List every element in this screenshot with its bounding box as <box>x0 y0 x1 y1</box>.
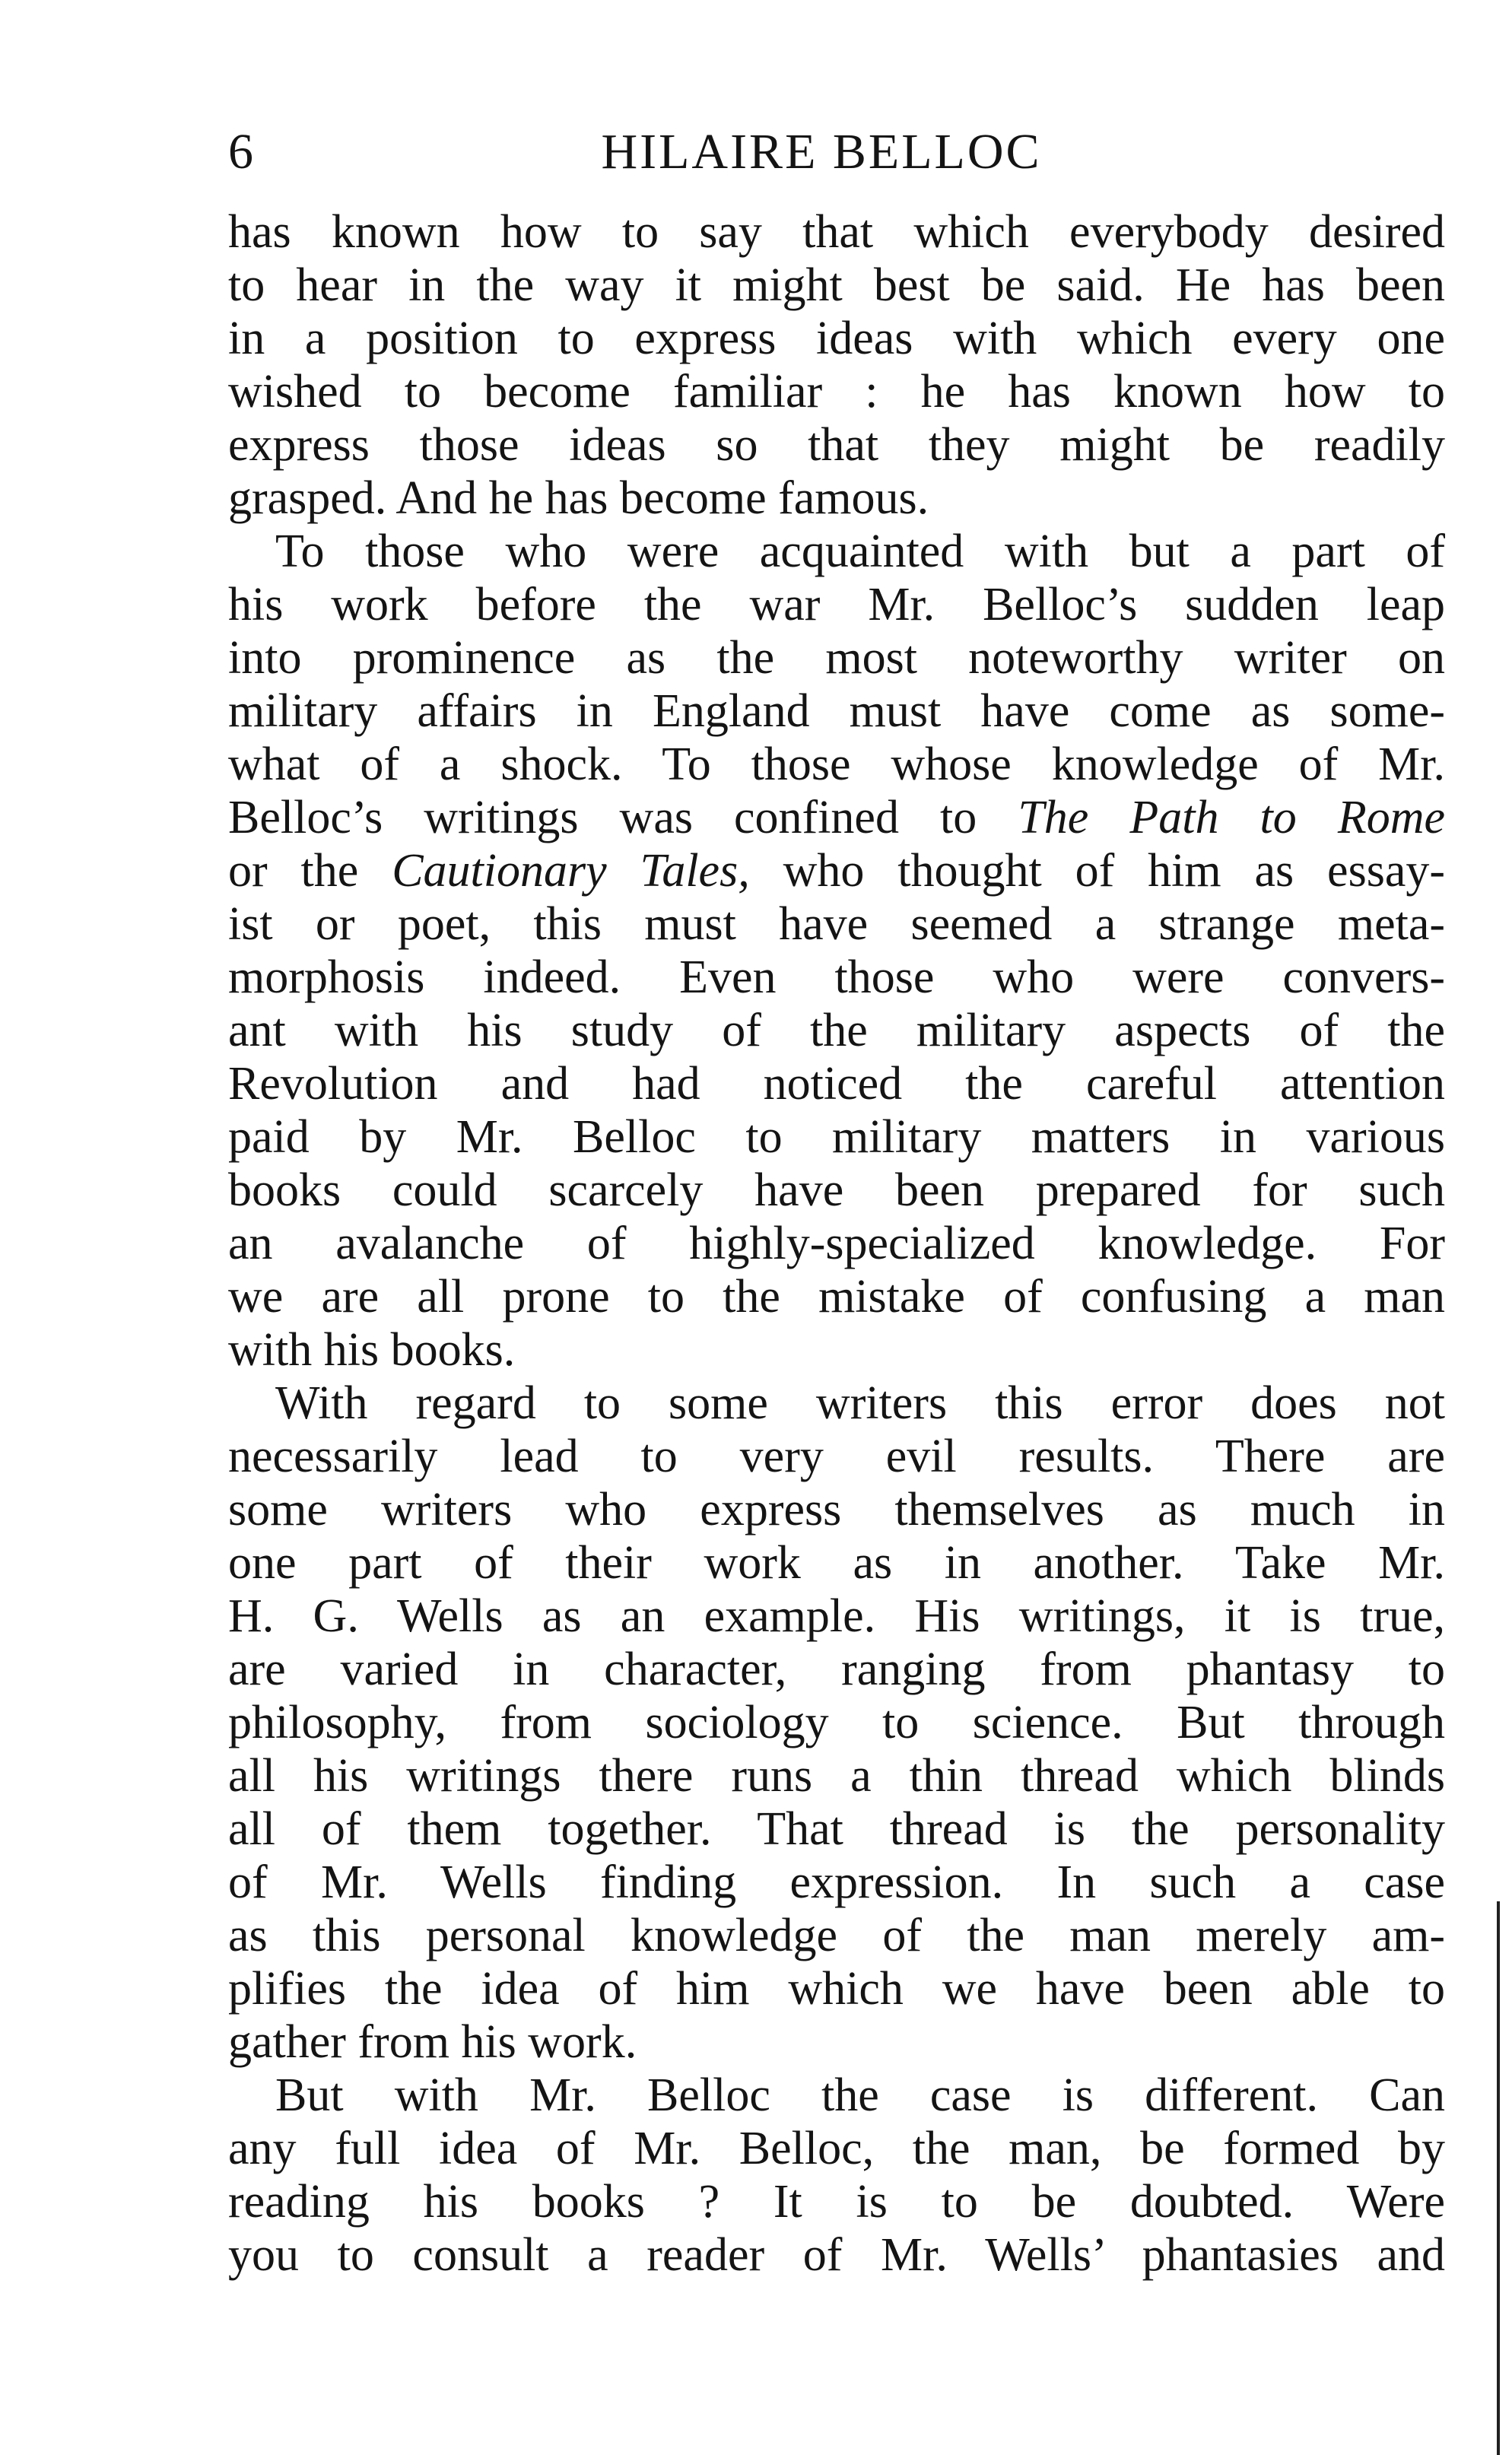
text-line: express those ideas so that they might be readily <box>228 419 1445 471</box>
text-line: an avalanche of highly-specialized knowledge. For <box>228 1218 1445 1269</box>
text-line: of Mr. Wells finding expression. In such a case <box>228 1856 1445 1908</box>
italic-title: The Path to Rome <box>1018 792 1445 843</box>
text-segment: who thought of him as essay- <box>749 845 1445 897</box>
text-line: gather from his work. <box>228 2016 637 2068</box>
text-line: But with Mr. Belloc the case is different. Can <box>275 2069 1445 2121</box>
text-line: ant with his study of the military aspects of the <box>228 1005 1445 1056</box>
text-line: With regard to some writers this error does not <box>275 1377 1445 1429</box>
text-line: any full idea of Mr. Belloc, the man, be formed by <box>228 2123 1445 2174</box>
text-line <box>228 791 1445 844</box>
text-line: H. G. Wells as an example. His writings, it is true, <box>228 1590 1445 1642</box>
text-line: ist or poet, this must have seemed a strange meta- <box>228 898 1445 950</box>
text-line: some writers who express themselves as much in <box>228 1484 1445 1536</box>
text-line: his work before the war Mr. Belloc’s sudden leap <box>228 579 1445 630</box>
text-line: military affairs in England must have come as some- <box>228 685 1445 737</box>
text-line: reading his books ? It is to be doubted. Were <box>228 2176 1445 2228</box>
text-line: with his books. <box>228 1324 516 1376</box>
text-line <box>228 844 1445 897</box>
text-line: all of them together. That thread is the personality <box>228 1803 1445 1855</box>
text-line: books could scarcely have been prepared for such <box>228 1164 1445 1216</box>
text-line: you to consult a reader of Mr. Wells’ phantasies and <box>228 2229 1445 2281</box>
text-line: to hear in the way it might best be said. He has been <box>228 259 1445 311</box>
text-line: paid by Mr. Belloc to military matters in various <box>228 1111 1445 1163</box>
text-line: To those who were acquainted with but a part of <box>275 526 1445 577</box>
text-line: morphosis indeed. Even those who were convers- <box>228 951 1445 1003</box>
text-line: philosophy, from sociology to science. But through <box>228 1697 1445 1748</box>
text-line: we are all prone to the mistake of confusing a man <box>228 1271 1445 1323</box>
text-line: necessarily lead to very evil results. There are <box>228 1431 1445 1482</box>
running-head: HILAIRE BELLOC <box>601 124 1042 179</box>
page-number: 6 <box>228 124 254 179</box>
text-segment: Belloc’s writings was confined to <box>228 792 1018 843</box>
text-line: into prominence as the most noteworthy writer on <box>228 632 1445 684</box>
margin-rule <box>1497 1901 1500 2455</box>
italic-title: Cautionary Tales, <box>392 845 750 897</box>
text-line: Revolution and had noticed the careful attention <box>228 1058 1445 1110</box>
text-line: plifies the idea of him which we have been able to <box>228 1963 1445 2015</box>
text-line: one part of their work as in another. Take Mr. <box>228 1537 1445 1589</box>
page-header <box>228 114 1430 190</box>
text-line: has known how to say that which everybody desired <box>228 206 1445 258</box>
text-line: in a position to express ideas with which every one <box>228 313 1445 364</box>
text-segment: or the <box>228 845 392 897</box>
text-line: are varied in character, ranging from phantasy to <box>228 1644 1445 1695</box>
text-line: as this personal knowledge of the man merely am- <box>228 1910 1445 1961</box>
text-line: all his writings there runs a thin thread which blinds <box>228 1750 1445 1802</box>
body-text <box>228 205 1445 2282</box>
text-line: what of a shock. To those whose knowledge of Mr. <box>228 738 1445 790</box>
text-line: wished to become familiar : he has known how to <box>228 366 1445 418</box>
text-line: grasped. And he has become famous. <box>228 472 929 524</box>
